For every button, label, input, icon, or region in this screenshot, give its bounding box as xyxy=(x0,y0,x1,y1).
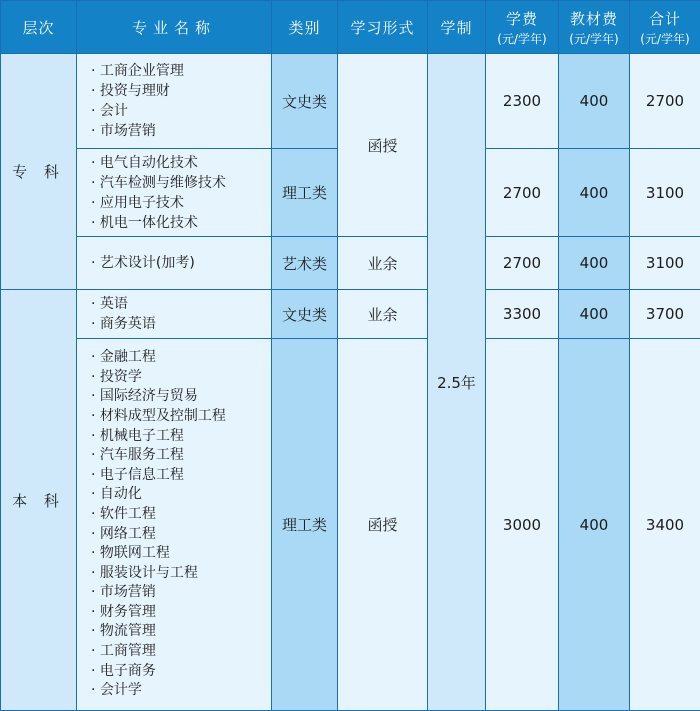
major-item: · 机电一体化技术 xyxy=(91,213,271,233)
header-category: 类别 xyxy=(272,1,338,54)
category-cell: 理工类 xyxy=(272,149,338,237)
major-item: · 物流管理 xyxy=(91,622,271,642)
total-cell: 3400 xyxy=(630,339,700,711)
table-row xyxy=(1,290,700,339)
major-item: · 会计学 xyxy=(91,681,271,701)
total-cell: 3100 xyxy=(630,237,700,290)
majors-cell xyxy=(77,149,272,237)
major-item: · 软件工程 xyxy=(91,505,271,525)
major-item: · 国际经济与贸易 xyxy=(91,387,271,407)
major-item: · 机械电子工程 xyxy=(91,427,271,447)
category-cell: 文史类 xyxy=(272,54,338,149)
major-item: · 商务英语 xyxy=(91,314,271,334)
total-cell: 2700 xyxy=(630,54,700,149)
table-row xyxy=(1,339,700,711)
major-item: · 会计 xyxy=(91,101,271,121)
major-item: · 材料成型及控制工程 xyxy=(91,407,271,427)
major-item: · 电气自动化技术 xyxy=(91,153,271,173)
category-cell: 理工类 xyxy=(272,339,338,711)
tuition-cell: 3300 xyxy=(486,290,559,339)
major-item: · 汽车检测与维修技术 xyxy=(91,173,271,193)
majors-cell xyxy=(77,339,272,711)
table-row xyxy=(1,54,700,149)
major-item: · 网络工程 xyxy=(91,525,271,545)
major-item: · 财务管理 xyxy=(91,603,271,623)
header-books: 教材费 (元/学年) xyxy=(559,1,630,54)
total-cell: 3700 xyxy=(630,290,700,339)
books-cell: 400 xyxy=(559,149,630,237)
header-level: 层次 xyxy=(1,1,77,54)
major-item: · 英语 xyxy=(91,294,271,314)
tuition-cell: 2300 xyxy=(486,54,559,149)
major-item: · 市场营销 xyxy=(91,121,271,141)
study-form-cell: 函授 xyxy=(338,339,428,711)
major-item: · 金融工程 xyxy=(91,348,271,368)
level-zhuanke: 专 科 xyxy=(1,54,77,290)
books-cell: 400 xyxy=(559,290,630,339)
major-item: · 电子商务 xyxy=(91,662,271,682)
header-total: 合计 (元/学年) xyxy=(630,1,700,54)
header-tuition: 学费 (元/学年) xyxy=(486,1,559,54)
major-item: · 工商企业管理 xyxy=(91,61,271,81)
tuition-cell: 2700 xyxy=(486,237,559,290)
major-item: · 汽车服务工程 xyxy=(91,446,271,466)
header-study-form: 学习形式 xyxy=(338,1,428,54)
header-row xyxy=(1,1,700,54)
majors-cell xyxy=(77,54,272,149)
tuition-cell: 2700 xyxy=(486,149,559,237)
majors-cell xyxy=(77,237,272,290)
level-benke: 本 科 xyxy=(1,290,77,711)
books-cell: 400 xyxy=(559,237,630,290)
majors-cell xyxy=(77,290,272,339)
duration-cell: 2.5年 xyxy=(428,54,486,711)
study-form-cell: 业余 xyxy=(338,290,428,339)
total-cell: 3100 xyxy=(630,149,700,237)
header-major: 专业名称 xyxy=(77,1,272,54)
tuition-cell: 3000 xyxy=(486,339,559,711)
study-form-cell: 业余 xyxy=(338,237,428,290)
study-form-cell: 函授 xyxy=(338,54,428,237)
table-row xyxy=(1,237,700,290)
major-item: · 应用电子技术 xyxy=(91,193,271,213)
major-item: · 自动化 xyxy=(91,485,271,505)
books-cell: 400 xyxy=(559,54,630,149)
major-item: · 投资与理财 xyxy=(91,81,271,101)
header-duration: 学制 xyxy=(428,1,486,54)
major-item: · 物联网工程 xyxy=(91,544,271,564)
major-item: · 服装设计与工程 xyxy=(91,564,271,584)
books-cell: 400 xyxy=(559,339,630,711)
major-item: · 电子信息工程 xyxy=(91,466,271,486)
major-item: · 市场营销 xyxy=(91,583,271,603)
category-cell: 艺术类 xyxy=(272,237,338,290)
category-cell: 文史类 xyxy=(272,290,338,339)
major-item: · 投资学 xyxy=(91,368,271,388)
major-item: · 工商管理 xyxy=(91,642,271,662)
major-item: · 艺术设计(加考) xyxy=(91,253,271,273)
